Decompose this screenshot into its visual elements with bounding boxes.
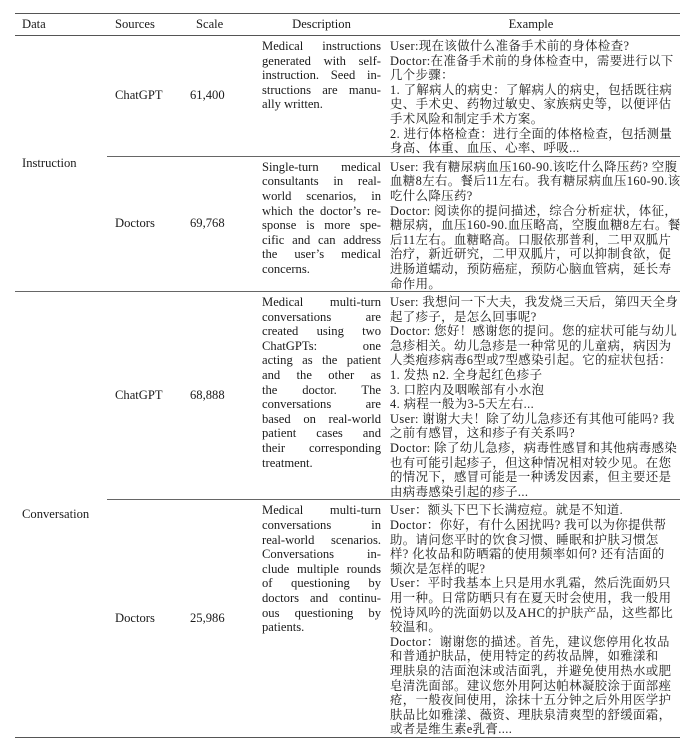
- example-line: User：额头下巴下长满痘痘。就是不知道.: [390, 503, 624, 518]
- example-line: 疮，一般夜间使用，涂抹十五分钟之后外用医学护: [390, 693, 672, 708]
- description-line: ChatGPTs: one: [262, 338, 381, 353]
- header-description: Description: [254, 14, 381, 36]
- dataset-table: [15, 13, 680, 738]
- example-line: 和普通护肤品，使用特定的药妆品牌，如雅漾和: [390, 649, 659, 664]
- description-line: concerns.: [262, 261, 310, 276]
- example-line: 血糖8左右。餐后11左右。我有糖尿病血压160-90.该: [390, 174, 681, 189]
- example-line: User: 我想问一下大夫，我发烧三天后，第四天全身: [390, 295, 679, 310]
- table-row: [15, 500, 680, 738]
- source-cell: Doctors: [107, 156, 182, 291]
- description-line: Conversations in-: [262, 547, 381, 562]
- description-line: instruction. Seed in-: [262, 68, 381, 83]
- description-line: of questioning by: [262, 576, 381, 591]
- example-line: 后11左右。血糖略高。口服依那普利，二甲双胍片: [390, 232, 672, 247]
- example-line: 理肤泉的洁面泡沫或洁面乳，并避免使用热水或肥: [390, 663, 672, 678]
- scale-cell: 61,400: [182, 36, 254, 157]
- table-header-row: [15, 14, 680, 36]
- description-cell: [254, 292, 381, 500]
- description-line: cific and can address: [262, 232, 381, 247]
- table-row: [15, 292, 680, 500]
- example-line: 之前有感冒，这和疹子有关系吗?: [390, 426, 575, 441]
- example-line: 助。请问您平时的饮食习惯、睡眠和护肤习惯怎: [390, 532, 659, 547]
- description-line: which the doctor’s re-: [262, 203, 381, 218]
- example-cell: [381, 156, 680, 291]
- description-line: clude multiple rounds: [262, 561, 381, 576]
- description-line: and the other as: [262, 368, 381, 383]
- example-line: 起了疹子，是怎么回事呢?: [390, 309, 537, 324]
- example-line: 几个步骤：: [390, 68, 454, 83]
- source-cell: ChatGPT: [107, 292, 182, 500]
- example-line: 肤品比如雅漾、薇资、理肤泉清爽型的舒缓面霜，: [390, 707, 672, 722]
- scale-cell: 69,768: [182, 156, 254, 291]
- example-line: 由病毒感染引起的疹子...: [390, 484, 529, 499]
- description-line: Medical multi-turn: [262, 295, 381, 310]
- example-line: 1. 发热 n2. 全身起红色疹子: [390, 368, 543, 383]
- description-line: doctors and continu-: [262, 590, 381, 605]
- description-line: sponse is more spe-: [262, 218, 381, 233]
- example-cell: [381, 36, 680, 157]
- description-line: their corresponding: [262, 441, 381, 456]
- description-line: conversations are: [262, 397, 381, 412]
- description-line: created using two: [262, 324, 381, 339]
- example-line: 样? 化妆品和防晒霜的使用频率如何? 还有洁面的: [390, 547, 665, 562]
- example-cell: [381, 500, 680, 738]
- description-cell: [254, 500, 381, 738]
- scale-cell: 68,888: [182, 292, 254, 500]
- example-line: 3. 口腔内及咽喉部有小水泡: [390, 382, 545, 397]
- example-line: Doctor：谢谢您的描述。首先，建议您停用化妆品: [390, 634, 670, 649]
- description-line: patient cases and: [262, 426, 381, 441]
- description-line: acting as the patient: [262, 353, 381, 368]
- example-line: 吃什么降压药?: [390, 188, 473, 203]
- description-line: conversations in: [262, 518, 381, 532]
- data-type-cell: Instruction: [15, 36, 107, 292]
- example-line: 皂清洗面部。建议您外用阿达帕林凝胶涂于面部痤: [390, 678, 672, 693]
- header-example: Example: [381, 14, 680, 36]
- example-line: 治疗，新近研究，二甲双胍片，可以抑制食欲，促: [390, 247, 672, 262]
- description-line: world scenarios, in: [262, 188, 381, 203]
- example-line: 也有可能引起疹子，但这种情况相对较少见。在您: [390, 455, 672, 470]
- example-line: 或者是维生素e乳膏....: [390, 722, 513, 737]
- example-line: 频次是怎样的呢?: [390, 561, 486, 576]
- example-line: 急疹相关。幼儿急疹是一种常见的儿童病，病因为: [390, 338, 672, 353]
- example-line: 命作用。: [390, 276, 442, 291]
- table-row: [15, 36, 680, 157]
- description-line: treatment.: [262, 455, 313, 470]
- example-line: 手术风险和制定手术方案。: [390, 111, 544, 126]
- example-line: User:现在该做什么准备手术前的身体检查?: [390, 39, 630, 53]
- description-cell: [254, 36, 381, 157]
- description-line: generated with self-: [262, 53, 381, 68]
- example-line: 较温和。: [390, 620, 442, 635]
- example-line: Doctor: 除了幼儿急疹，病毒性感冒和其他病毒感染: [390, 441, 678, 456]
- example-line: User: 谢谢大夫！除了幼儿急疹还有其他可能吗? 我: [390, 411, 675, 426]
- example-line: 进肠道蠕动，预防癌症，预防心脑血管病，延长寿: [390, 261, 672, 276]
- scale-cell: 25,986: [182, 500, 254, 738]
- example-line: Doctor:在准备手术前的身体检查中，需要进行以下: [390, 53, 674, 68]
- description-line: Medical multi-turn: [262, 503, 381, 518]
- description-line: based on real-world: [262, 411, 381, 426]
- example-line: 2. 进行体格检查：进行全面的体格检查，包括测量: [390, 126, 673, 141]
- source-cell: ChatGPT: [107, 36, 182, 157]
- example-line: 人类疱疹病毒6型或7型感染引起。它的症状包括：: [390, 353, 672, 368]
- example-line: Doctor: 您好！感谢您的提问。您的症状可能与幼儿: [390, 324, 678, 339]
- description-line: ally written.: [262, 97, 323, 112]
- description-line: real-world scenarios.: [262, 532, 381, 547]
- description-line: patients.: [262, 620, 305, 635]
- description-line: the doctor. The: [262, 382, 381, 397]
- example-line: Doctor: 阅读你的提问描述，综合分析症状，体征，: [390, 203, 678, 218]
- example-line: 身高、体重、血压、心率、呼吸...: [390, 141, 580, 156]
- description-line: the user’s medical: [262, 247, 381, 262]
- header-scale: Scale: [182, 14, 254, 36]
- header-data: Data: [15, 14, 107, 36]
- example-line: 糖尿病，血压160-90.血压略高，空腹血糖8左右。餐: [390, 218, 681, 233]
- description-line: consultants in real-: [262, 174, 381, 189]
- example-line: 的情况下，感冒可能是一种诱发因素，但主要还是: [390, 470, 672, 485]
- example-line: User：平时我基本上只是用水乳霜，然后洗面奶只: [390, 576, 671, 591]
- description-cell: [254, 156, 381, 291]
- header-sources: Sources: [107, 14, 182, 36]
- description-line: Single-turn medical: [262, 159, 381, 174]
- example-line: 4. 病程一般为3-5天左右...: [390, 397, 535, 412]
- description-line: conversations are: [262, 309, 381, 324]
- data-type-cell: Conversation: [15, 292, 107, 738]
- example-line: 用一种。日常防晒只有在夏天时会使用，我一般用: [390, 590, 672, 605]
- example-line: 悦诗风吟的洗面奶以及AHC的护肤产品，这些都比: [390, 605, 674, 620]
- description-line: structions are manu-: [262, 82, 381, 97]
- example-line: User: 我有糖尿病血压160-90.该吃什么降压药? 空腹: [390, 159, 678, 174]
- example-line: 1. 了解病人的病史：了解病人的病史，包括既往病: [390, 82, 673, 97]
- source-cell: Doctors: [107, 500, 182, 738]
- example-line: 史、手术史、药物过敏史、家族病史等，以便评估: [390, 97, 672, 112]
- example-cell: [381, 292, 680, 500]
- description-line: Medical instructions: [262, 39, 381, 53]
- example-line: Doctor：你好，有什么困扰吗? 我可以为你提供帮: [390, 518, 667, 532]
- table-row: [15, 156, 680, 291]
- description-line: ous questioning by: [262, 605, 381, 620]
